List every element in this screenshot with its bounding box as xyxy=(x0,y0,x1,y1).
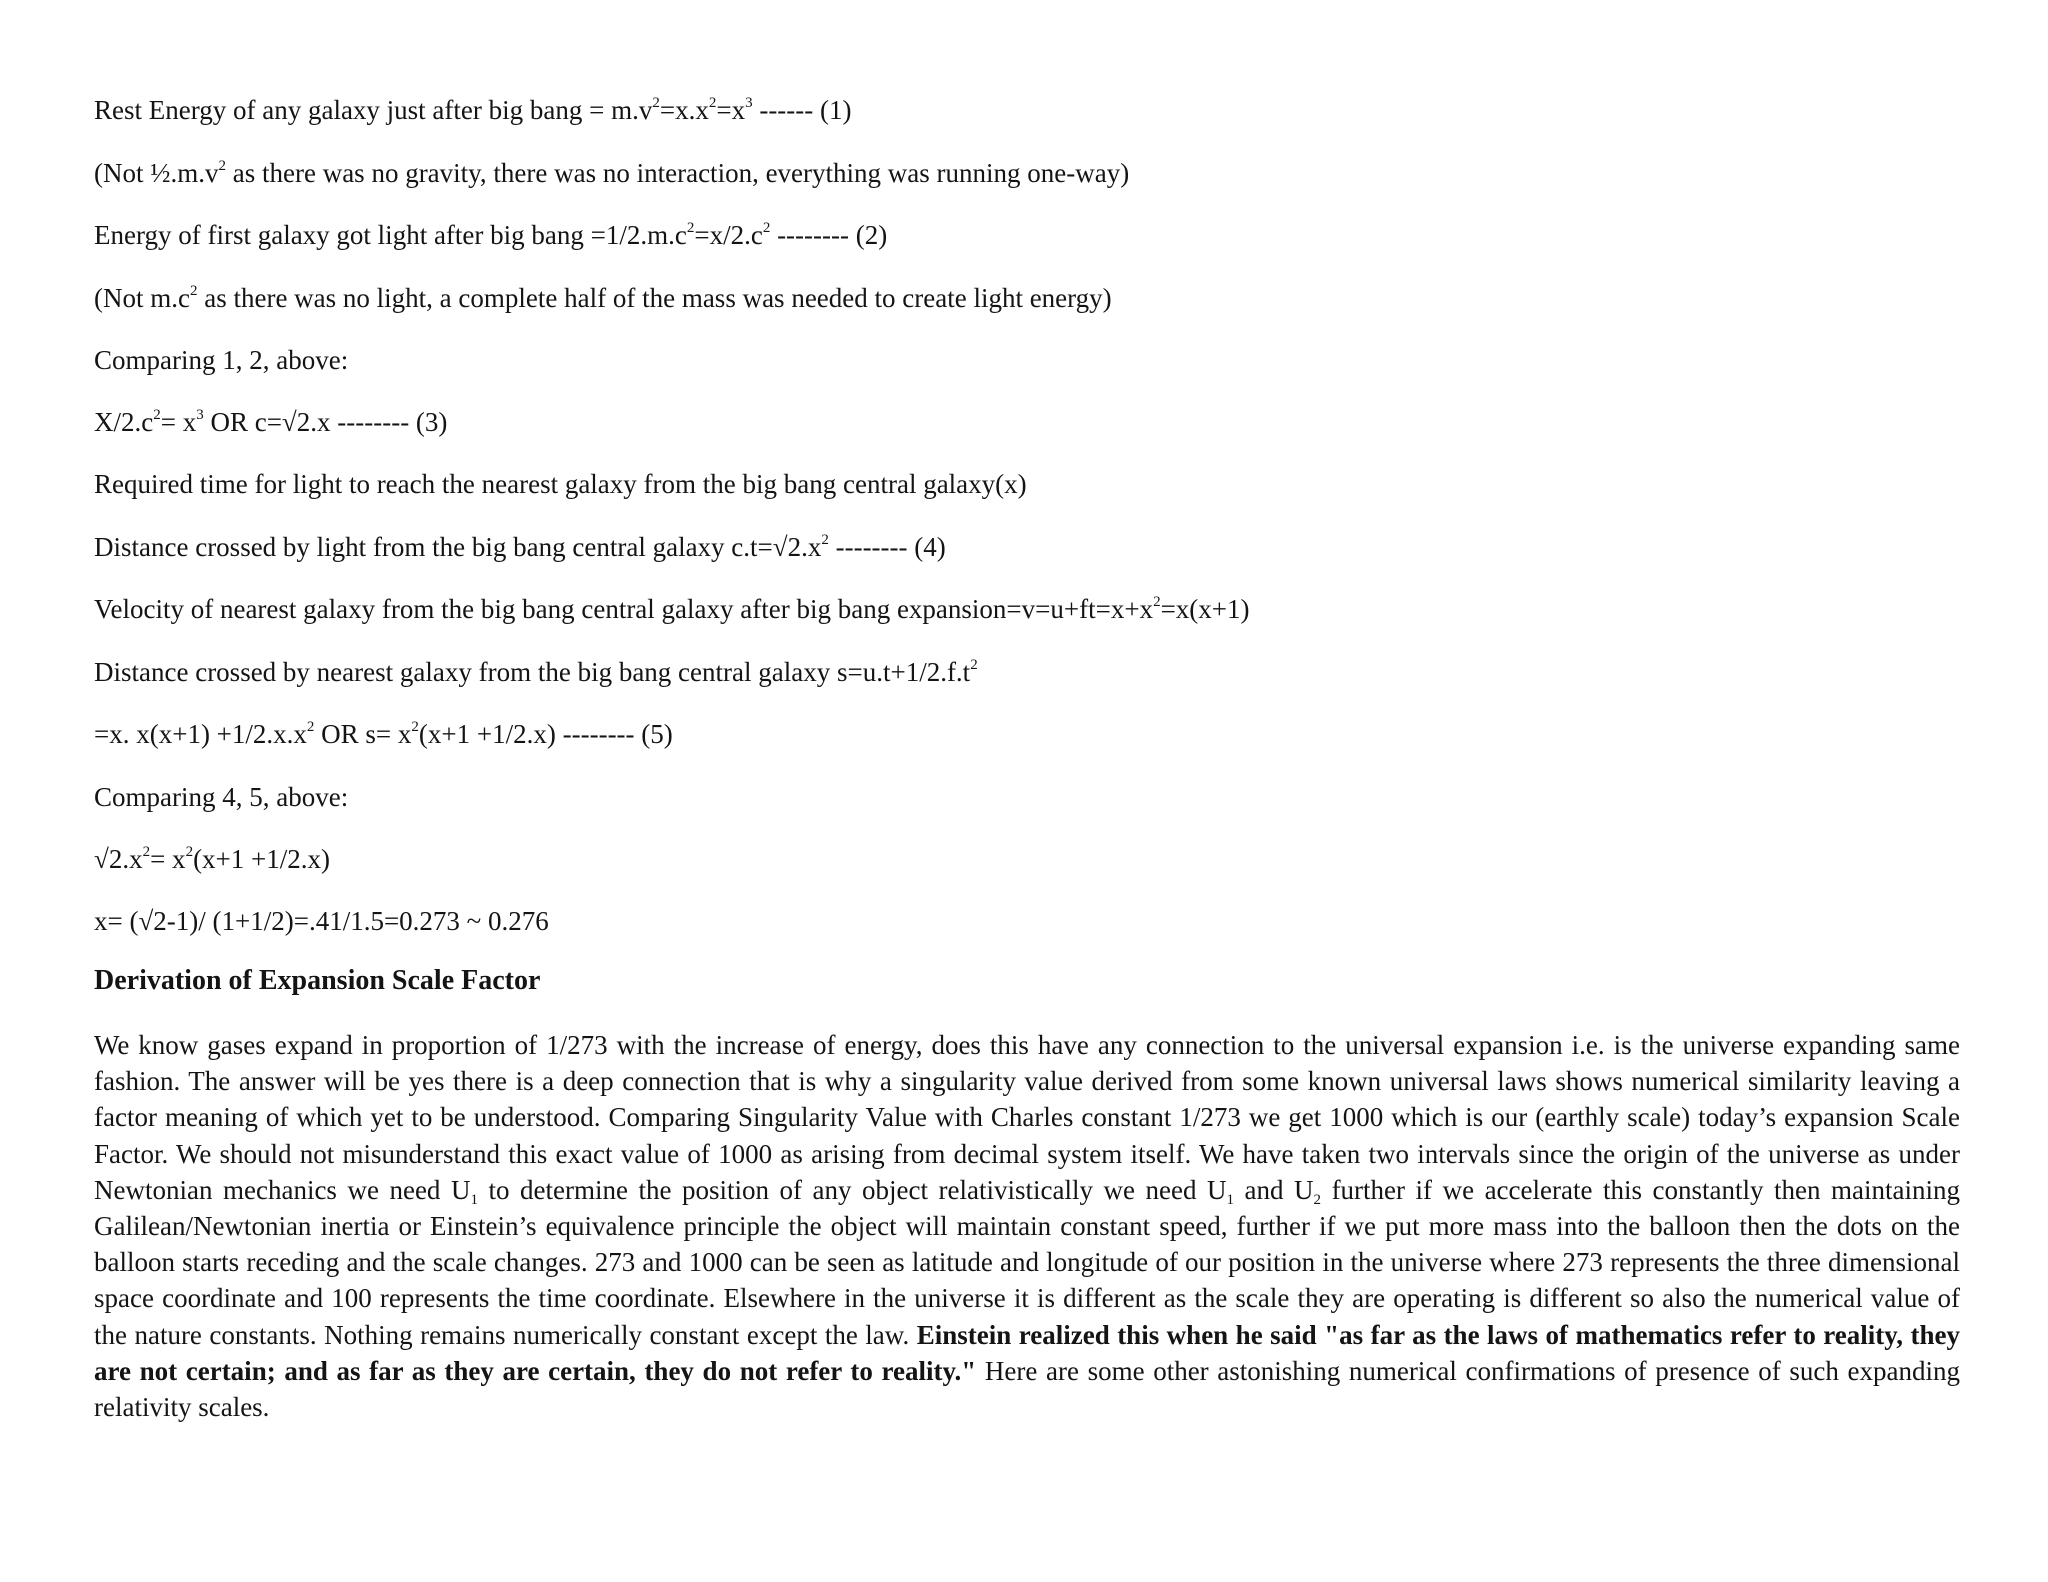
equation-4-label: -------- (4) xyxy=(828,532,946,562)
equation-3-text: X/2.c xyxy=(94,407,154,437)
superscript: 2 xyxy=(411,719,419,735)
distance-nearest-line xyxy=(94,656,978,688)
superscript: 3 xyxy=(745,95,753,111)
equation-5-text: =x. x(x+1) +1/2.x.x xyxy=(94,719,307,749)
superscript: 2 xyxy=(821,532,829,548)
velocity-text: Velocity of nearest galaxy from the big bang central galaxy after big bang expansion=v=u+ft=x+x xyxy=(94,594,1154,624)
paragraph-text: further if we accelerate this constantly then maintaining Galilean/Newtonian inertia or Einstein’s equivalence principle the object will maintain constant speed, further if we put more mass into the balloon then the dots on the balloon starts receding and the scale changes. 273 and 1000 can be seen as latitude and longitude of our position in the universe where 273 represents the three dimensional space coordinate and 100 represents the time coordinate. Elsewhere in the universe it is different as the scale they are operating is different so also the numerical value of the nature constants. Nothing remains numerically constant except the law. xyxy=(94,1174,1960,1350)
note-1-text: (Not ½.m.v xyxy=(94,158,219,188)
superscript: 2 xyxy=(189,283,198,299)
equation-3-label: OR c=√2.x -------- (3) xyxy=(203,407,448,437)
equation-6-text: √2.x xyxy=(94,844,143,874)
equation-2-line xyxy=(94,219,887,251)
equation-2-label: -------- (2) xyxy=(770,220,888,250)
equation-6-text: (x+1 +1/2.x) xyxy=(193,844,331,874)
equation-1-label: ------ (1) xyxy=(752,95,852,125)
compare-4-5-text: Comparing 4, 5, above: xyxy=(94,782,349,812)
paragraph-text: Here are some other astonishing numerical confirmations of presence of such expanding relativity scales. xyxy=(94,1355,1960,1423)
paragraph-text: to determine the position of any object relativistically we need U xyxy=(477,1174,1227,1205)
body-paragraph xyxy=(94,1027,1960,1425)
paragraph-text: We know gases expand in proportion of 1/273 with the increase of energy, does this have any connection to the universal expansion i.e. is the universe expanding same fashion. The answer will be yes there is a deep connection that is why a singularity value derived from some known universal laws shows numerical similarity leaving a factor meaning of which yet to be understood. Comparing Singularity Value with Charles constant 1/273 we get 1000 which is our (earthly scale) today’s expansion Scale Factor. We should not misunderstand this exact value of 1000 as arising from decimal system itself. We have taken two intervals since the origin of the universe as under Newtonian mechanics we need U xyxy=(94,1030,1960,1205)
result-line xyxy=(94,905,549,937)
subscript: 1 xyxy=(470,1191,478,1208)
superscript: 2 xyxy=(686,220,695,236)
required-time-line xyxy=(94,468,1027,500)
equation-3-text: = x xyxy=(160,407,197,437)
equation-5-line xyxy=(94,718,673,750)
note-2-line xyxy=(94,282,1112,314)
equation-5-text: OR s= x xyxy=(314,719,412,749)
equation-2-text: Energy of first galaxy got light after big bang =1/2.m.c xyxy=(94,220,687,250)
equation-5-label: (x+1 +1/2.x) -------- (5) xyxy=(418,719,673,749)
superscript: 2 xyxy=(218,158,226,174)
superscript: 2 xyxy=(762,220,771,236)
note-2-text: as there was no light, a complete half of the mass was needed to create light energy) xyxy=(197,283,1112,313)
superscript: 3 xyxy=(196,407,204,423)
note-1-line xyxy=(94,157,1129,189)
note-2-text: (Not m.c xyxy=(94,283,190,313)
result-text: x= (√2-1)/ (1+1/2)=.41/1.5=0.273 ~ 0.276 xyxy=(94,906,549,936)
note-1-text: as there was no gravity, there was no interaction, everything was running one-way) xyxy=(226,158,1130,188)
equation-4-line xyxy=(94,531,946,563)
compare-1-2-text: Comparing 1, 2, above: xyxy=(94,345,349,375)
einstein-quote: Einstein realized this when he said "as far as the laws of mathematics refer to reality, they are not certain; and as far as they are certain, they do not refer to reality." xyxy=(94,1319,1961,1386)
paragraph-text: and U xyxy=(1234,1174,1314,1205)
equation-4-text: Distance crossed by light from the big bang central galaxy c.t=√2.x xyxy=(94,532,822,562)
superscript: 2 xyxy=(1153,594,1161,610)
distance-nearest-text: Distance crossed by nearest galaxy from the big bang central galaxy s=u.t+1/2.f.t xyxy=(94,657,971,687)
equation-3-line xyxy=(94,406,447,438)
equation-1-text: =x.x xyxy=(659,95,709,125)
subscript: 1 xyxy=(1226,1191,1235,1208)
compare-1-2-line xyxy=(94,344,348,376)
superscript: 2 xyxy=(306,719,315,735)
superscript: 2 xyxy=(142,844,151,860)
equation-1-line xyxy=(94,94,852,126)
compare-4-5-line xyxy=(94,781,348,813)
equation-1-text: =x xyxy=(716,95,746,125)
velocity-text: =x(x+1) xyxy=(1160,594,1250,624)
equation-6-line xyxy=(94,843,330,875)
subscript: 2 xyxy=(1313,1191,1322,1208)
superscript: 2 xyxy=(185,844,194,860)
superscript: 2 xyxy=(708,95,717,111)
superscript: 2 xyxy=(153,407,161,423)
required-time-text: Required time for light to reach the nearest galaxy from the big bang central galaxy(x) xyxy=(94,469,1027,499)
velocity-line xyxy=(94,593,1250,625)
equation-2-text: =x/2.c xyxy=(694,220,763,250)
superscript: 2 xyxy=(652,95,660,111)
superscript: 2 xyxy=(970,657,978,673)
equation-1-text: Rest Energy of any galaxy just after big bang = m.v xyxy=(94,95,653,125)
equation-6-text: = x xyxy=(150,844,186,874)
section-heading: Derivation of Expansion Scale Factor xyxy=(94,965,541,996)
